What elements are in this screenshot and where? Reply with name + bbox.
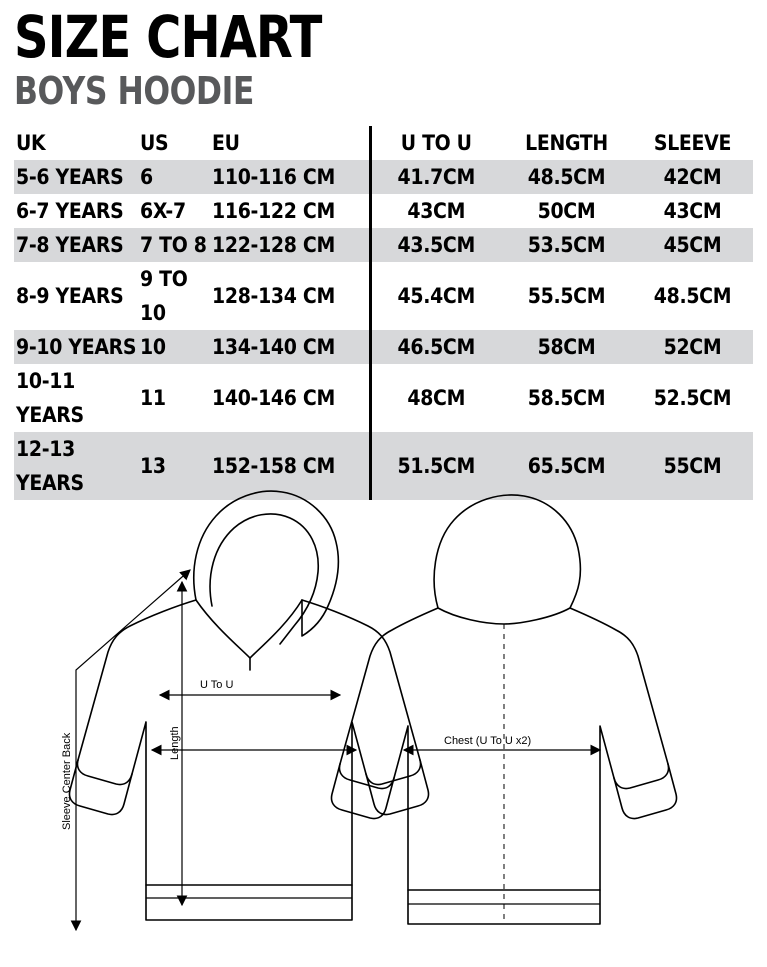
cell-us: 6X-7 [138, 194, 210, 228]
cell-eu: 116-122 CM [210, 194, 370, 228]
column-header-uk: UK [14, 126, 138, 160]
cell-eu: 110-116 CM [210, 160, 370, 194]
column-header-sleeve: SLEEVE [632, 126, 753, 160]
cell-uk: 6-7 YEARS [14, 194, 138, 228]
cell-utou: 45.4CM [370, 262, 501, 330]
cell-utou: 43.5CM [370, 228, 501, 262]
sleeve-center-back-label: Sleeve Center Back [61, 732, 73, 830]
cell-utou: 51.5CM [370, 432, 501, 500]
column-header-utou: U TO U [370, 126, 501, 160]
cell-length: 58.5CM [501, 364, 632, 432]
column-header-eu: EU [210, 126, 370, 160]
cell-utou: 48CM [370, 364, 501, 432]
utou-label: U To U [200, 679, 234, 691]
table-row [14, 194, 753, 228]
cell-us: 13 [138, 432, 210, 500]
cell-eu: 152-158 CM [210, 432, 370, 500]
table-header-row [14, 126, 753, 160]
cell-uk: 5-6 YEARS [14, 160, 138, 194]
column-header-us: US [138, 126, 210, 160]
table-row [14, 262, 753, 330]
cell-length: 53.5CM [501, 228, 632, 262]
cell-us: 9 TO 10 [138, 262, 210, 330]
cell-uk: 9-10 YEARS [14, 330, 138, 364]
cell-eu: 128-134 CM [210, 262, 370, 330]
cell-eu: 134-140 CM [210, 330, 370, 364]
cell-sleeve: 55CM [632, 432, 753, 500]
column-header-length: LENGTH [501, 126, 632, 160]
table-row [14, 228, 753, 262]
cell-uk: 10-11 YEARS [14, 364, 138, 432]
cell-us: 7 TO 8 [138, 228, 210, 262]
cell-sleeve: 42CM [632, 160, 753, 194]
title-block [0, 0, 767, 112]
cell-length: 50CM [501, 194, 632, 228]
cell-uk: 12-13 YEARS [14, 432, 138, 500]
cell-sleeve: 52.5CM [632, 364, 753, 432]
cell-us: 6 [138, 160, 210, 194]
cell-utou: 43CM [370, 194, 501, 228]
cell-length: 48.5CM [501, 160, 632, 194]
cell-us: 11 [138, 364, 210, 432]
cell-sleeve: 43CM [632, 194, 753, 228]
page-subtitle: BOYS HOODIE [14, 69, 254, 113]
cell-sleeve: 45CM [632, 228, 753, 262]
hoodie-front-illustration [69, 491, 428, 920]
cell-length: 58CM [501, 330, 632, 364]
hoodie-back-illustration [331, 495, 676, 924]
table-row [14, 330, 753, 364]
cell-eu: 140-146 CM [210, 364, 370, 432]
cell-length: 65.5CM [501, 432, 632, 500]
cell-utou: 41.7CM [370, 160, 501, 194]
chest-label: Chest (U To U x2) [444, 735, 532, 747]
page-title: SIZE CHART [14, 3, 322, 71]
cell-sleeve: 48.5CM [632, 262, 753, 330]
hoodie-diagram [0, 430, 767, 967]
cell-uk: 8-9 YEARS [14, 262, 138, 330]
cell-utou: 46.5CM [370, 330, 501, 364]
cell-length: 55.5CM [501, 262, 632, 330]
cell-eu: 122-128 CM [210, 228, 370, 262]
cell-us: 10 [138, 330, 210, 364]
table-row [14, 160, 753, 194]
cell-sleeve: 52CM [632, 330, 753, 364]
table-row [14, 364, 753, 432]
cell-uk: 7-8 YEARS [14, 228, 138, 262]
length-label: Length [169, 726, 181, 760]
